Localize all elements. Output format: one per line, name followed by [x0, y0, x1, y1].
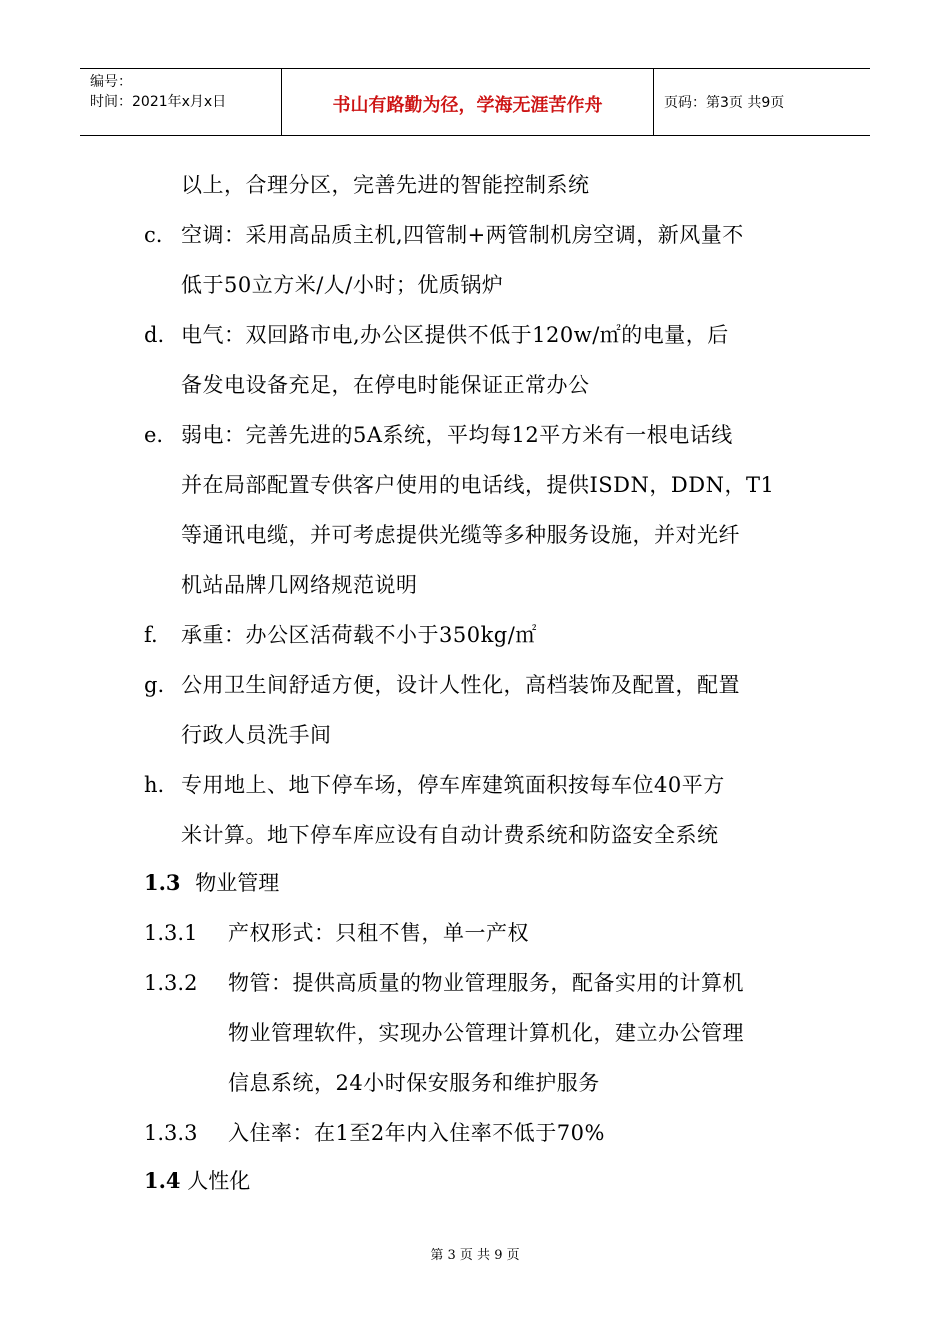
section-title: 物业管理: [195, 871, 280, 895]
list-item-line: 专用地上、地下停车场，停车库建筑面积按每车位40平方: [181, 773, 725, 797]
header-page-label: 页码：第3页 共9页: [664, 95, 785, 111]
document-time-label: 时间：2021年x月x日: [90, 94, 227, 110]
list-marker: h.: [144, 773, 165, 797]
list-marker: d.: [144, 323, 165, 347]
list-item-line: 行政人员洗手间: [181, 723, 332, 747]
list-marker: g.: [144, 673, 165, 697]
subsection-number: 1.3.2: [144, 971, 198, 995]
subsection-line: 入住率：在1至2年内入住率不低于70%: [228, 1121, 605, 1145]
list-item-line: 电气：双回路市电,办公区提供不低于120w/㎡的电量，后: [181, 323, 729, 347]
section-heading: [144, 1166, 250, 1196]
list-item-line: 空调：采用高品质主机,四管制+两管制机房空调，新风量不: [181, 223, 744, 247]
subsection-line: 物业管理软件，实现办公管理计算机化，建立办公管理: [228, 1021, 744, 1045]
subsection-number: 1.3.1: [144, 921, 198, 945]
document-number-label: 编号：: [90, 74, 132, 90]
continued-line: 以上，合理分区，完善先进的智能控制系统: [181, 173, 590, 197]
header-meta-cell: [80, 69, 282, 135]
list-marker: c.: [144, 223, 163, 247]
section-number: 1.3: [144, 870, 181, 895]
section-number: 1.4: [144, 1168, 181, 1193]
list-marker: f.: [144, 623, 158, 647]
list-item-line: 低于50立方米/人/小时；优质锅炉: [181, 273, 504, 297]
list-item-line: 弱电：完善先进的5A系统，平均每12平方米有一根电话线: [181, 423, 733, 447]
list-item-line: 并在局部配置专供客户使用的电话线，提供ISDN，DDN，T1: [181, 473, 775, 497]
section-title: 人性化: [187, 1169, 251, 1193]
page-footer: 第 3 页 共 9 页: [430, 1248, 520, 1263]
list-marker: e.: [144, 423, 164, 447]
subsection-line: 物管：提供高质量的物业管理服务，配备实用的计算机: [228, 971, 744, 995]
header-motto: 书山有路勤为径，学海无涯苦作舟: [282, 69, 654, 135]
subsection-line: 产权形式：只租不售，单一产权: [228, 921, 529, 945]
list-item-line: 公用卫生间舒适方便，设计人性化，高档装饰及配置，配置: [181, 673, 740, 697]
section-heading: [144, 868, 279, 898]
list-item-line: 机站品牌几网络规范说明: [181, 573, 418, 597]
document-header: [80, 68, 870, 136]
list-item-line: 等通讯电缆，并可考虑提供光缆等多种服务设施，并对光纤: [181, 523, 740, 547]
subsection-number: 1.3.3: [144, 1121, 198, 1145]
list-item-line: 承重：办公区活荷载不小于350kg/㎡: [181, 623, 537, 647]
subsection-line: 信息系统，24小时保安服务和维护服务: [228, 1071, 600, 1095]
list-item-line: 米计算。地下停车库应设有自动计费系统和防盗安全系统: [181, 823, 719, 847]
list-item-line: 备发电设备充足，在停电时能保证正常办公: [181, 373, 590, 397]
